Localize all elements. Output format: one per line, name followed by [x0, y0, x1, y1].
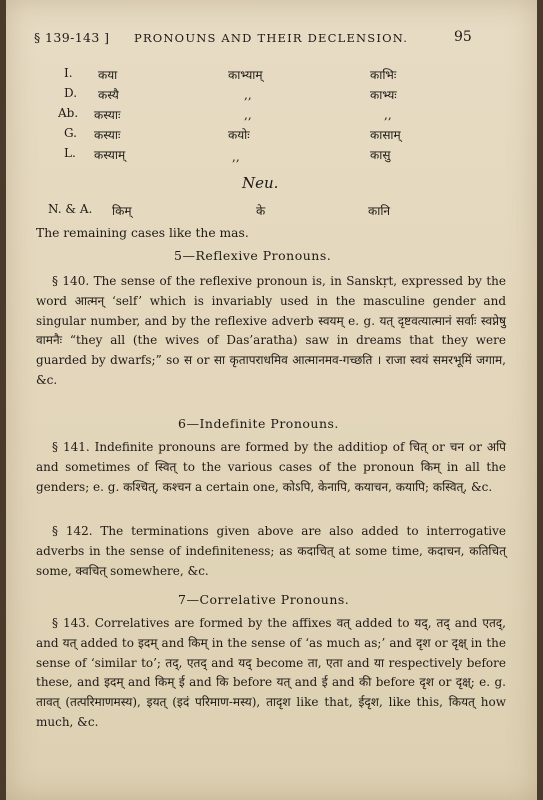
singular-form: कस्याः	[94, 108, 121, 122]
paragraph-text: § 141. Indefinite pronouns are formed by the additiop of चित् or चन or अपि and sometimes of स्वित् to the various cases of the pronoun किम् in all the genders; e. g. कश्चित्, कश्चन a certain one, कोऽपि, केनापि, कयाचन, कयापि; कस्वित्, &c.	[36, 440, 506, 494]
remaining-cases-note: The remaining cases like the mas.	[36, 226, 249, 240]
singular-form: कस्यै	[98, 88, 119, 102]
singular-form: किम्	[112, 204, 132, 218]
plural-form: काभ्यः	[370, 88, 397, 102]
plural-form: कासाम्	[370, 128, 401, 142]
case-label: Ab.	[58, 106, 79, 120]
case-label: D.	[64, 86, 78, 100]
case-label: G.	[64, 126, 77, 140]
section-heading: 7—Correlative Pronouns.	[178, 592, 350, 607]
singular-form: कया	[98, 68, 118, 82]
plural-form: कानि	[368, 204, 391, 218]
paragraph-140	[36, 272, 506, 391]
case-label: I.	[64, 66, 73, 80]
section-heading: 6—Indefinite Pronouns.	[178, 416, 339, 431]
paragraph-143	[36, 614, 506, 733]
dual-form: ,,	[232, 150, 240, 164]
dual-form: काभ्याम्	[228, 68, 263, 82]
dual-form: कयोः	[228, 128, 250, 142]
header-title: PRONOUNS AND THEIR DECLENSION.	[134, 31, 409, 45]
page-number: 95	[454, 29, 472, 45]
dual-form: ,,	[244, 88, 252, 102]
section-heading: 5—Reflexive Pronouns.	[174, 248, 332, 263]
book-page	[6, 0, 537, 800]
paragraph-text: § 143. Correlatives are formed by the affixes वत् added to यद्, तद् and एतद्, and यत् added to इदम् and किम् in the sense of ‘as much as;’ and दृश or दृक्ष् in the sense of ‘similar to’; तद्, एतद् and यद् become ता, एता and या respectively before these, and इदम् and किम् ई and कि before यत् and ई and की before दृश or दृक्ष्; e. g. तावत् (तत्परिमाणमस्य), इयत् (इदं परिमाण-मस्य), तादृश like that, ईदृश, like this, कियत् how much, &c.	[36, 616, 506, 729]
paragraph-141	[36, 438, 506, 497]
plural-form: कासु	[370, 148, 391, 162]
paragraph-text: § 142. The terminations given above are also added to interrogative adverbs in the sense of indefiniteness; as कदाचित् at some time, कदाचन, कतिचित् some, क्वचित् somewhere, &c.	[36, 524, 506, 578]
case-label: N. & A.	[48, 202, 93, 216]
plural-form: ,,	[384, 108, 392, 122]
neuter-heading: Neu.	[242, 174, 279, 192]
plural-form: काभिः	[370, 68, 397, 82]
singular-form: कस्याम्	[94, 148, 126, 162]
paragraph-text: § 140. The sense of the reflexive pronoun is, in Sanskṛt, expressed by the word आत्मन् ‘self’ which is invariably used in the masculine gender and singular number, and by the reflexive adverb स्वयम् e. g. यत् दृष्टवत्यात्मानं सर्वाः स्वप्नेषु वामनैः “they all (the wives of Das’aratha) saw in dreams that they were guarded by dwarfs;” so स or सा कृतापराधमिव आत्मानमव-गच्छति । राजा स्वयं समरभूमिं जगाम, &c.	[36, 274, 506, 387]
dual-form: के	[256, 204, 266, 218]
dual-form: ,,	[244, 108, 252, 122]
paragraph-142	[36, 522, 506, 581]
header-section-range: § 139-143 ]	[34, 30, 110, 45]
case-label: L.	[64, 146, 76, 160]
singular-form: कस्याः	[94, 128, 121, 142]
